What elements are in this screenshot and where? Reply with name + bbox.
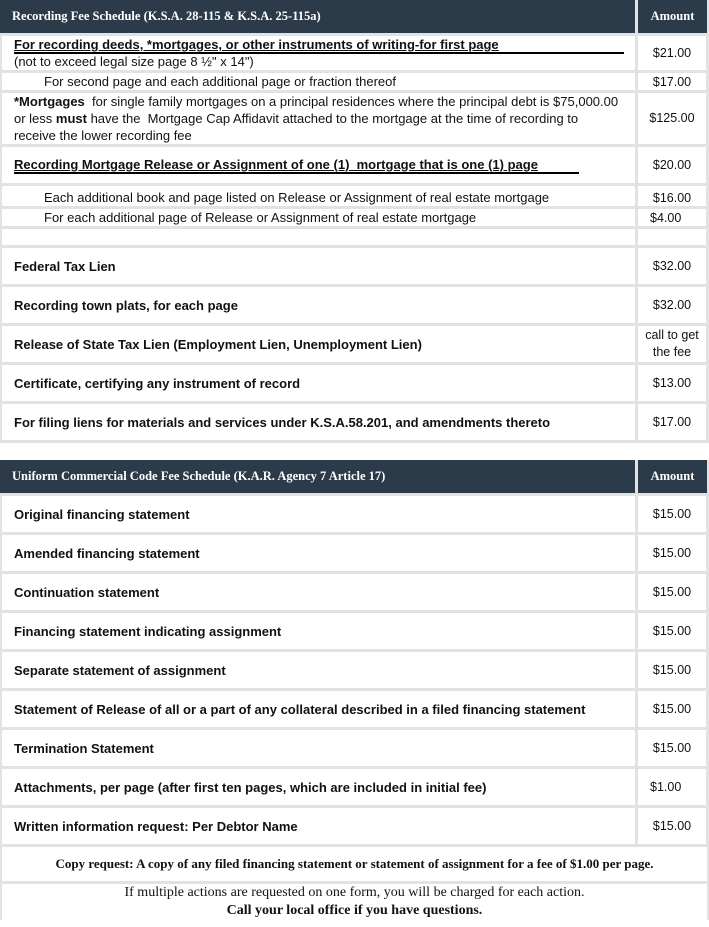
multiple-actions-note: If multiple actions are requested on one form, you will be charged for each action.: [124, 885, 585, 900]
table-row: [0, 574, 709, 613]
fee-amount: $15.00: [638, 496, 709, 535]
fee-amount: $32.00: [638, 248, 709, 287]
ucc-header-row: [0, 460, 709, 496]
fee-amount: $15.00: [638, 535, 709, 574]
fee-amount: $20.00: [638, 147, 709, 186]
table-row: [0, 73, 709, 93]
fee-description: Federal Tax Lien: [0, 248, 638, 287]
table-row: [0, 147, 709, 186]
fee-description: Attachments, per page (after first ten pages, which are included in initial fee): [0, 769, 638, 808]
table-row: [0, 209, 709, 229]
fee-amount: $17.00: [638, 404, 709, 443]
amount-header: Amount: [638, 0, 709, 36]
fee-description: [0, 147, 638, 186]
fee-description: Each additional book and page listed on Release or Assignment of real estate mortgage: [0, 186, 638, 209]
fee-description: [0, 93, 638, 147]
table-row: [0, 730, 709, 769]
fee-description: Statement of Release of all or a part of any collateral described in a filed financing statement: [0, 691, 638, 730]
fee-description: Amended financing statement: [0, 535, 638, 574]
fee-description: For each additional page of Release or Assignment of real estate mortgage: [0, 209, 638, 229]
table-row: [0, 404, 709, 443]
fee-amount: $32.00: [638, 287, 709, 326]
mortgages-label: *Mortgages: [14, 94, 85, 109]
fee-description: Certificate, certifying any instrument of record: [0, 365, 638, 404]
fee-description: [0, 36, 638, 73]
fee-amount: $15.00: [638, 613, 709, 652]
table-row: [0, 496, 709, 535]
table-row: [0, 93, 709, 147]
fee-amount: call to get the fee: [638, 326, 709, 365]
fee-amount: $1.00: [638, 769, 709, 808]
table-row: [0, 365, 709, 404]
fee-amount: $15.00: [638, 730, 709, 769]
table-row: [0, 248, 709, 287]
table-row: [0, 613, 709, 652]
fee-amount: $13.00: [638, 365, 709, 404]
copy-request-note: Copy request: A copy of any filed financing statement or statement of assignment for a fee of $1.00 per page.: [0, 847, 709, 884]
fee-description: Release of State Tax Lien (Employment Lien, Unemployment Lien): [0, 326, 638, 365]
footer-note: [0, 884, 709, 920]
fee-description: For second page and each additional page or fraction thereof: [0, 73, 638, 93]
table-row: [0, 769, 709, 808]
table-row: [0, 535, 709, 574]
table-row: [0, 808, 709, 847]
ucc-fee-table: [0, 460, 709, 920]
fee-description: Written information request: Per Debtor Name: [0, 808, 638, 847]
table-row: [0, 36, 709, 73]
fee-amount: $16.00: [638, 186, 709, 209]
fee-amount: $17.00: [638, 73, 709, 93]
call-office-note: Call your local office if you have questions.: [226, 903, 483, 918]
table-row: [0, 326, 709, 365]
empty-row: [0, 229, 709, 248]
fee-amount: $15.00: [638, 574, 709, 613]
table-row: [0, 287, 709, 326]
mortgage-text: have the Mortgage Cap Affidavit attached to the mortgage at the time of recording to receive the lower recording fee: [14, 111, 582, 143]
fee-description: Continuation statement: [0, 574, 638, 613]
fee-description: Recording town plats, for each page: [0, 287, 638, 326]
fee-amount: $15.00: [638, 808, 709, 847]
table-row: [0, 691, 709, 730]
first-page-heading: For recording deeds, *mortgages, or other instruments of writing-for first page: [14, 37, 499, 52]
ucc-fee-title: Uniform Commercial Code Fee Schedule (K.A.R. Agency 7 Article 17): [0, 460, 638, 496]
footer-row: [0, 884, 709, 920]
fee-amount: $4.00: [638, 209, 709, 229]
fee-description: For filing liens for materials and services under K.S.A.58.201, and amendments thereto: [0, 404, 638, 443]
fee-amount: $15.00: [638, 652, 709, 691]
fee-amount: $21.00: [638, 36, 709, 73]
section-gap: [0, 443, 709, 460]
fee-description: Separate statement of assignment: [0, 652, 638, 691]
must-label: must: [55, 111, 87, 126]
copy-request-row: [0, 847, 709, 884]
recording-fee-title: Recording Fee Schedule (K.S.A. 28-115 & K.S.A. 25-115a): [0, 0, 638, 36]
recording-header-row: [0, 0, 709, 36]
fee-description: Termination Statement: [0, 730, 638, 769]
mortgage-text: for single family mortgages on a principal residences where the principal debt is $75,000.00 or less: [14, 94, 622, 126]
first-page-subtext: (not to exceed legal size page 8 ½" x 14"): [14, 54, 254, 69]
table-row: [0, 186, 709, 209]
fee-description: Financing statement indicating assignment: [0, 613, 638, 652]
fee-amount: $125.00: [638, 93, 709, 147]
amount-header: Amount: [638, 460, 709, 496]
recording-fee-table: [0, 0, 709, 443]
table-row: [0, 652, 709, 691]
fee-description: Original financing statement: [0, 496, 638, 535]
fee-amount: $15.00: [638, 691, 709, 730]
release-heading: Recording Mortgage Release or Assignment of one (1) mortgage that is one (1) page: [14, 156, 538, 172]
